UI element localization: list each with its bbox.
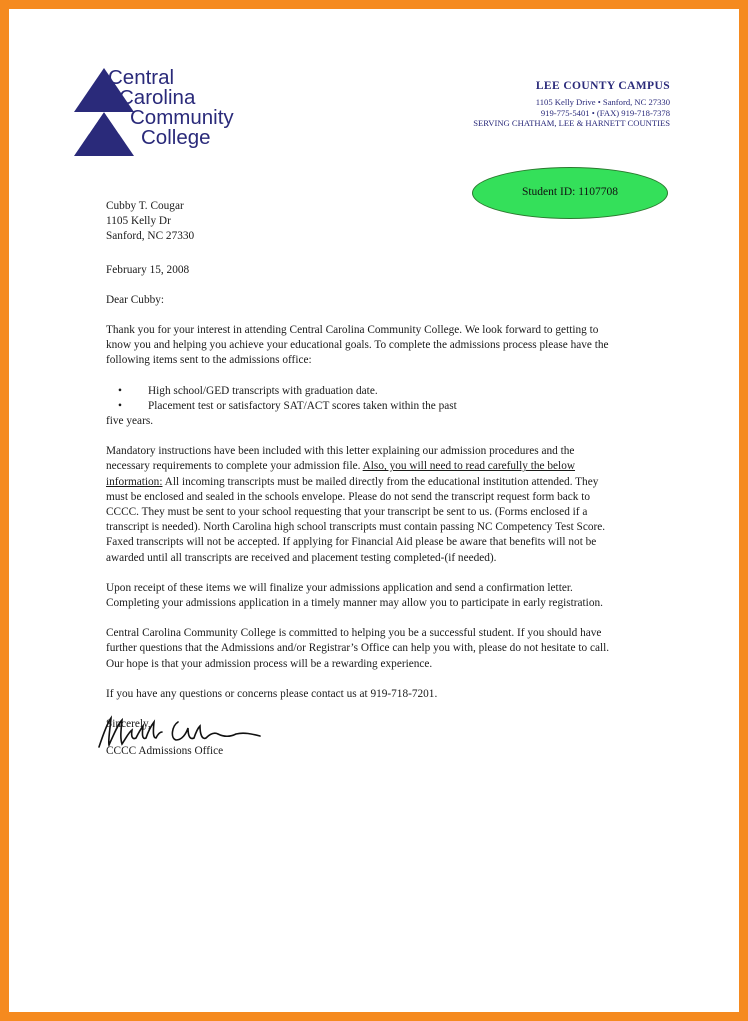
closing: Sincerely,: [106, 718, 151, 731]
requirements-list: [106, 384, 616, 430]
instructions-rest: All incoming transcripts must be mailed directly from the educational institution attended. They must be enclosed and sealed in the schools envelope. Please do not send the transcript request form back to CCCC. They must be sent to your school requesting that your transcript be sent to us. (Forms enclosed if a transcript is needed). North Carolina high school transcripts must contain passing NC Competency Test Score. Faxed transcripts will not be accepted. If applying for Financial Aid please be aware that benefits will not be awarded until all transcripts are received and placement testing completed-(if needed).: [106, 475, 606, 564]
college-name-line: College: [141, 126, 211, 149]
college-name-line: Central: [108, 66, 175, 89]
paragraph-instructions: [106, 444, 616, 566]
letter-date: February 15, 2008: [106, 263, 190, 276]
list-item-continuation: five years.: [106, 415, 154, 428]
recipient-street: 1105 Kelly Dr: [106, 215, 171, 228]
salutation: Dear Cubby:: [106, 293, 165, 306]
recipient-name: Cubby T. Cougar: [106, 200, 184, 212]
instructions-text: Mandatory instructions have been included with this letter explaining our admission procedures and the necessary requirements to complete your admission file.: [106, 445, 575, 473]
student-id-badge: Student ID: 1107708: [472, 167, 668, 219]
paragraph-intro: Thank you for your interest in attending Central Carolina Community College. We look forward to getting to know you and helping you achieve your educational goals. To complete the admissions process please have the following items sent to the admissions office:: [106, 324, 609, 367]
list-item: • High school/GED transcripts with graduation date.: [106, 384, 616, 399]
campus-name: LEE COUNTY CAMPUS: [535, 80, 670, 92]
paragraph-receipt: Upon receipt of these items we will finalize your admissions application and send a confirmation letter. Completing your admissions application in a timely manner may allow you to participate in early registration.: [106, 581, 603, 610]
campus-header: [473, 80, 670, 129]
college-name-line: Carolina: [119, 86, 196, 109]
instructions-underlined: Also, you will need to read carefully the below information:: [106, 460, 576, 488]
recipient-city: Sanford, NC 27330: [106, 230, 195, 243]
paragraph-commitment: Central Carolina Community College is committed to helping you be a successful student. If you should have further questions that the Admissions and/or Registrar’s Office can help you with, please do not hesitate to call. Our hope is that your admission process will be a rewarding experience.: [106, 627, 610, 670]
list-item: • Placement test or satisfactory SAT/ACT scores taken within the past: [106, 399, 616, 414]
paragraph-contact: If you have any questions or concerns please contact us at 919-718-7201.: [106, 687, 438, 700]
college-name: [108, 68, 234, 148]
signature-office: CCCC Admissions Office: [106, 745, 224, 757]
campus-serving: SERVING CHATHAM, LEE & HARNETT COUNTIES: [473, 118, 670, 128]
letter-body: [106, 199, 616, 732]
campus-phones: 919-775-5401 • (FAX) 919-718-7378: [540, 107, 670, 118]
campus-address: 1105 Kelly Drive • Sanford, NC 27330: [535, 97, 670, 107]
college-name-line: Community: [130, 106, 234, 129]
